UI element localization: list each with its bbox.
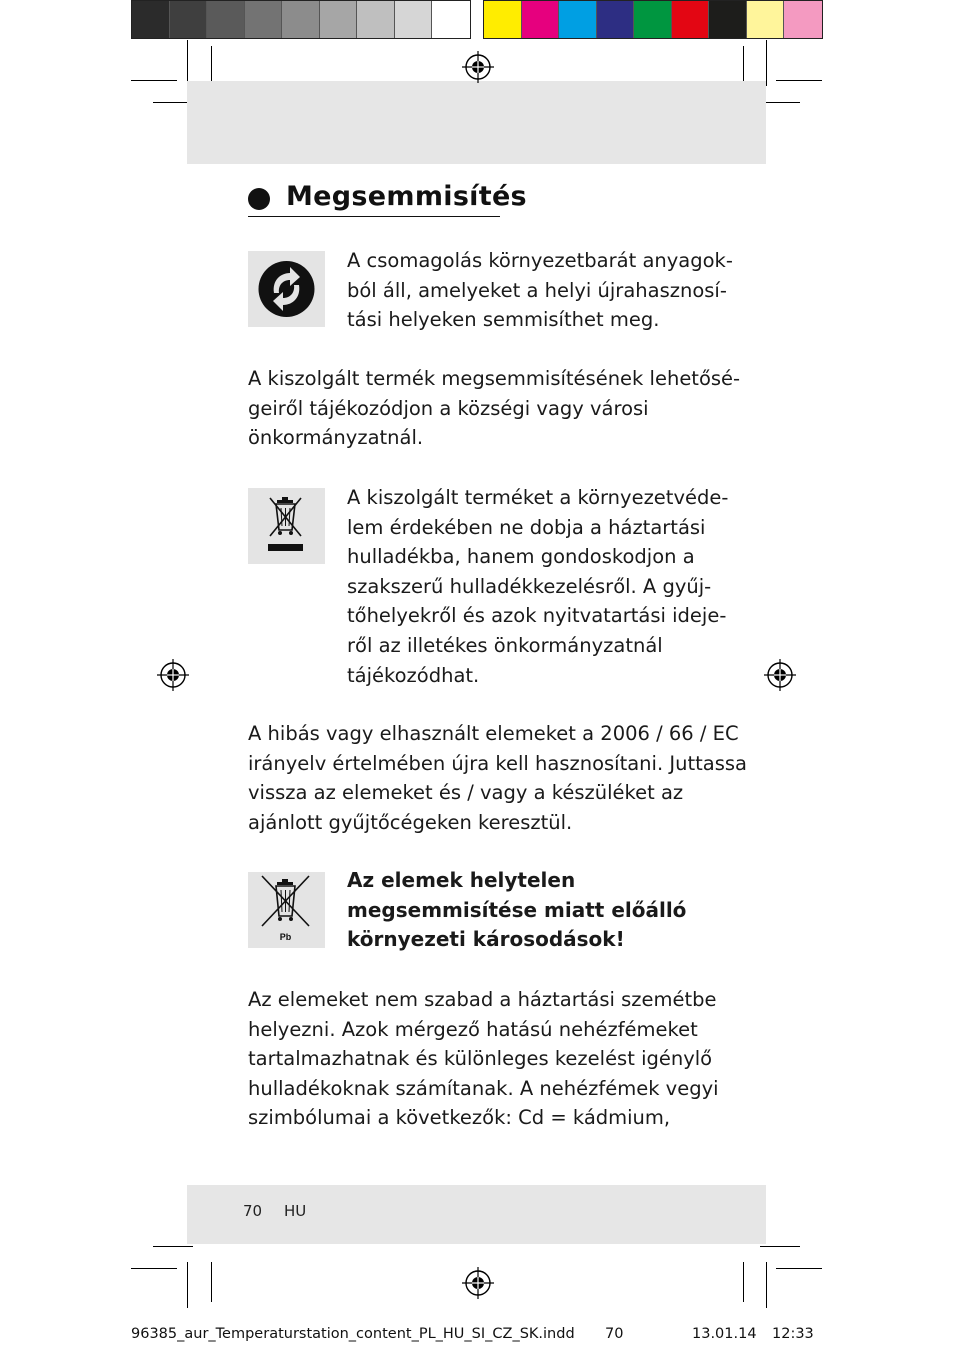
text-line: geiről tájékozódjon a községi vagy városi — [248, 396, 649, 420]
text-line: önkormányzatnál. — [248, 426, 424, 450]
color-swatch — [395, 1, 433, 38]
crop-mark — [187, 1262, 188, 1308]
text-line: irányelv értelmében újra kell hasznosítani. Juttassa — [248, 751, 747, 775]
color-swatch — [672, 1, 710, 38]
color-swatch — [747, 1, 785, 38]
heading-underline — [248, 216, 500, 217]
text-line: Az elemeket nem szabad a háztartási szemétbe — [248, 988, 717, 1011]
recycling-green-dot-icon — [248, 251, 325, 327]
registration-mark-icon — [157, 659, 189, 691]
color-swatch — [170, 1, 208, 38]
crop-mark — [211, 46, 212, 86]
color-calibration-bar — [483, 0, 823, 39]
heavy-metals-text — [248, 985, 719, 1133]
color-swatch — [784, 1, 822, 38]
crop-mark — [153, 1246, 193, 1247]
color-swatch — [207, 1, 245, 38]
crop-mark — [743, 1262, 744, 1302]
slug-page: 70 — [605, 1326, 624, 1342]
footer-band — [187, 1185, 766, 1244]
crop-mark — [131, 80, 177, 81]
color-swatch — [132, 1, 170, 38]
weee-text — [347, 483, 728, 690]
color-swatch — [282, 1, 320, 38]
slug-time: 12:33 — [772, 1326, 814, 1342]
text-line: Az elemek helytelen — [347, 868, 576, 892]
page-number: 70 — [243, 1202, 263, 1220]
text-line: szakszerű hulladékkezelésről. A gyűj- — [347, 574, 712, 598]
text-line: ajánlott gyűjtőcégeken keresztül. — [248, 810, 573, 834]
color-swatch — [522, 1, 560, 38]
text-line: ból áll, amelyeket a helyi újrahasznosí- — [347, 278, 727, 302]
color-swatch — [432, 1, 470, 38]
crossed-out-bin-icon — [248, 488, 325, 564]
registration-mark-icon — [764, 659, 796, 691]
battery-directive-text — [248, 719, 747, 837]
color-swatch — [245, 1, 283, 38]
battery-icon-box — [248, 872, 325, 948]
text-line: lem érdekében ne dobja a háztartási — [347, 515, 706, 539]
text-line: megsemmisítése miatt előálló — [347, 897, 687, 922]
text-line: ről az illetékes önkormányzatnál — [347, 633, 663, 657]
header-band — [187, 81, 766, 164]
section-title: Megsemmisítés — [286, 181, 527, 212]
text-line: szimbólumai a következők: Cd = kádmium, — [248, 1106, 671, 1130]
crop-mark — [760, 1246, 800, 1247]
language-code: HU — [284, 1202, 307, 1220]
warning-text — [347, 866, 686, 955]
weee-icon-box — [248, 488, 325, 564]
packaging-text — [347, 246, 733, 335]
color-swatch — [597, 1, 635, 38]
text-line: A kiszolgált termék megsemmisítésének lehetősé- — [248, 367, 741, 390]
text-line: hulladékoknak számítanak. A nehézfémek vegyi — [248, 1076, 719, 1100]
grey-calibration-bar — [131, 0, 471, 39]
text-line: tartalmazhatnak és különleges kezelést igénylő — [248, 1047, 713, 1071]
text-line: hulladékba, hanem gondoskodjon a — [347, 545, 695, 569]
text-line: tőhelyekről és azok nyitvatartási ideje- — [347, 604, 727, 628]
crop-mark — [187, 40, 188, 86]
crop-mark — [776, 1268, 822, 1269]
text-line: A kiszolgált terméket a környezetvéde- — [347, 486, 729, 509]
crop-mark — [760, 102, 800, 103]
slug-filename: 96385_aur_Temperaturstation_content_PL_HU_SI_CZ_SK.indd — [131, 1326, 575, 1342]
crop-mark — [743, 46, 744, 86]
color-swatch — [559, 1, 597, 38]
registration-mark-icon — [462, 51, 494, 83]
color-swatch — [320, 1, 358, 38]
pb-label: Pb — [279, 932, 292, 942]
heading-bullet — [248, 188, 270, 210]
crossed-out-bin-pb-icon — [248, 872, 325, 948]
color-swatch — [357, 1, 395, 38]
info-text — [248, 364, 740, 453]
color-swatch — [709, 1, 747, 38]
crop-mark — [776, 80, 822, 81]
crop-mark — [766, 1262, 767, 1308]
green-dot-icon-box — [248, 251, 325, 327]
text-line: környezeti károsodások! — [347, 927, 625, 952]
crop-mark — [766, 40, 767, 86]
text-line: tájékozódhat. — [347, 663, 480, 687]
color-swatch — [484, 1, 522, 38]
crop-mark — [211, 1262, 212, 1302]
text-line: A hibás vagy elhasznált elemeket a 2006 / 66 / EC — [248, 722, 739, 745]
text-line: helyezni. Azok mérgező hatású nehézfémeket — [248, 1017, 698, 1041]
color-swatch — [634, 1, 672, 38]
crop-mark — [131, 1268, 177, 1269]
text-line: tási helyeken semmisíthet meg. — [347, 308, 660, 332]
registration-mark-icon — [462, 1267, 494, 1299]
slug-date: 13.01.14 — [692, 1326, 757, 1342]
text-line: A csomagolás környezetbarát anyagok- — [347, 249, 733, 272]
text-line: vissza az elemeket és / vagy a készüléket az — [248, 781, 684, 805]
